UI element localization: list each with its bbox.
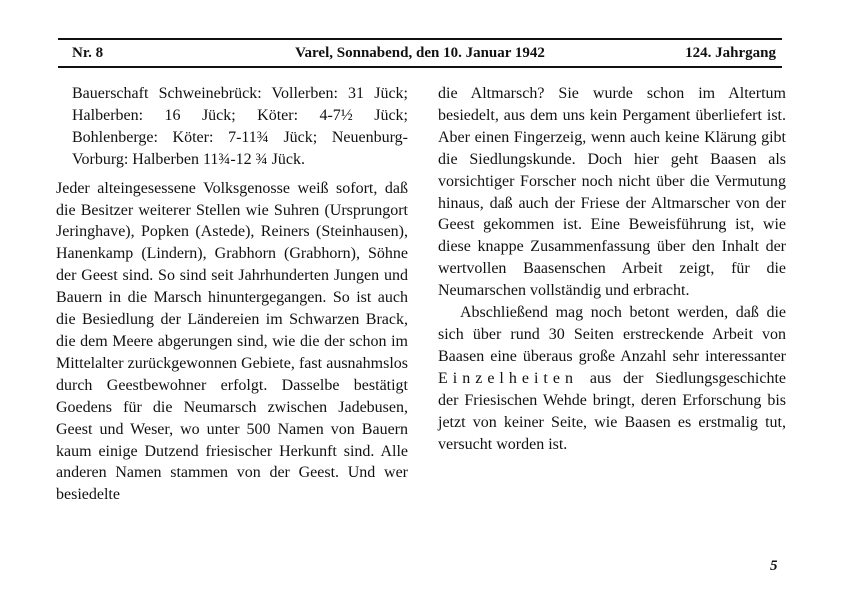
right-column bbox=[438, 83, 786, 455]
indented-holdings-list: Bauerschaft Schweinebrück: Vollerben: 31 Jück; Halberben: 16 Jück; Köter: 4-7½ Jück; Bohlenberge: Köter: 7-11¾ Jück; Neuenburg-Vorburg: Halberben 11¾-12 ¾ Jück. bbox=[72, 85, 408, 168]
page-header bbox=[58, 38, 782, 68]
page-number: 5 bbox=[770, 558, 778, 574]
closing-paragraph-end: aus der Siedlungsgeschichte der Friesischen Wehde bringt, deren Erforschung bis jetzt von keiner Seite, wie Baasen es erstmalig tut, versucht worden ist. bbox=[438, 369, 786, 453]
closing-paragraph-start: Abschließend mag noch betont werden, daß die sich über rund 30 Seiten erstreckende Arbeit von Baasen eine überaus große Anzahl sehr interessanter bbox=[438, 304, 786, 365]
volume-year: 124. Jahrgang bbox=[685, 45, 776, 61]
body-paragraph-continued: die Altmarsch? Sie wurde schon im Altertum besiedelt, aus dem uns kein Pergament überliefert ist. Aber einen Fingerzeig, wenn auch keine Klärung gibt die Siedlungskunde. Doch hier geht Baasen als vorsichtiger Forscher noch nicht über die Vermutung hinaus, daß auch der Friese der Altmarscher von der Geest gekommen ist. Eine Beweisführung ist, wie diese knappe Zusammenfassung über den Inhalt der wertvollen Baasenschen Arbeit zeigt, für die Neumarschen vollständig und erbracht. bbox=[438, 85, 786, 300]
closing-paragraph bbox=[438, 302, 786, 455]
left-column bbox=[56, 83, 408, 506]
body-paragraph: Jeder alteingesessene Volksgenosse weiß sofort, daß die Besitzer weiterer Stellen wie Suhren (Ursprungort Jeringhave), Popken (Astede), Reiners (Steinhausen), Hanenkamp (Lindern), Grabhorn (Grabhorn), Söhne der Geest sind. So sind seit Jahrhunderten Jungen und Bauern in die Marsch hinuntergegangen. So ist auch die Besiedlung der Ländereien im Schwarzen Brack, die dem Meere abgerungen sind, wie die der schon im Mittelalter zurückgewonnen Gebiete, fast ausnahmslos durch Geestbewohner erfolgt. Dasselbe bestätigt Goedens für die Neumarsch zwischen Jadebusen, Geest und Weser, wo unter 500 Namen von Bauern kaum einige Dutzend friesischer Herkunft sind. Alle anderen Namen stammen von der Geest. Und wer besiedelte bbox=[56, 179, 408, 504]
dateline: Varel, Sonnabend, den 10. Januar 1942 bbox=[295, 45, 545, 61]
issue-number: Nr. 8 bbox=[72, 45, 104, 61]
spaced-emphasis: Einzelheiten bbox=[438, 369, 578, 387]
